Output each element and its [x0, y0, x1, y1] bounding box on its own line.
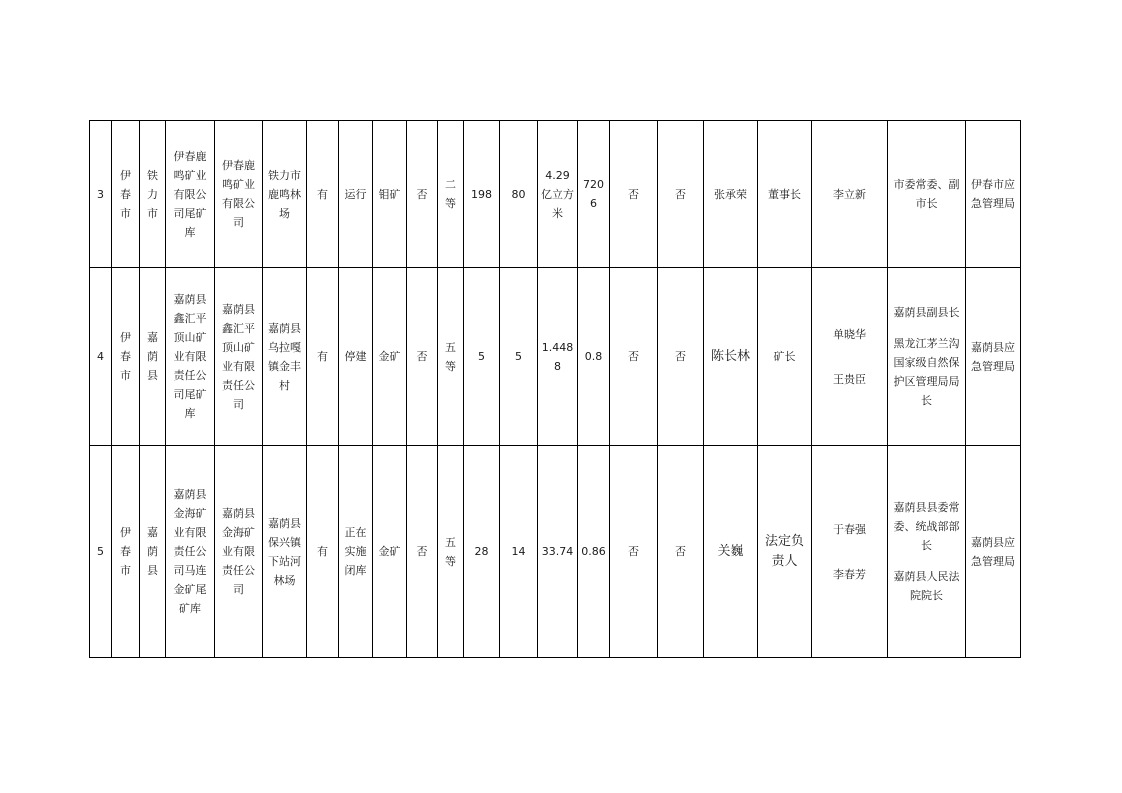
enterprise-cell: 嘉荫县鑫汇平顶山矿业有限责任公司 [215, 268, 263, 446]
capacity-cell: 4.29亿立方米 [538, 121, 578, 268]
row-index: 5 [90, 446, 112, 658]
mineral-cell: 钼矿 [373, 121, 407, 268]
gov-leader-title: 嘉荫县县委常委、统战部部长 [893, 501, 960, 552]
facility-name-cell: 嘉荫县金海矿业有限责任公司马连金矿尾矿库 [166, 446, 215, 658]
stored-cell: 0.8 [578, 268, 610, 446]
license-cell: 有 [307, 268, 339, 446]
gov-leader-title: 嘉荫县副县长 [893, 306, 960, 319]
location-cell: 铁力市鹿鸣林场 [263, 121, 307, 268]
gov-leader-cell [812, 121, 888, 268]
authority-cell: 嘉荫县应急管理局 [966, 268, 1021, 446]
status-cell: 停建 [339, 268, 373, 446]
license-cell: 有 [307, 121, 339, 268]
row-index: 4 [90, 268, 112, 446]
flag-b-cell: 否 [658, 268, 704, 446]
gov-leader-title: 嘉荫县人民法院院长 [893, 570, 960, 602]
gov-leader-name: 王贵臣 [833, 372, 866, 386]
stored-cell: 0.86 [578, 446, 610, 658]
owner-title-cell: 董事长 [758, 121, 812, 268]
design-height-cell: 14 [500, 446, 538, 658]
gov-leader-title: 市委常委、副市长 [893, 178, 960, 210]
flag-b-cell: 否 [658, 121, 704, 268]
facility-name-cell: 嘉荫县鑫汇平顶山矿业有限责任公司尾矿库 [166, 268, 215, 446]
grade-cell: 二等 [438, 121, 464, 268]
owner-name-cell: 关巍 [704, 446, 758, 658]
mineral-cell: 金矿 [373, 446, 407, 658]
gov-leader-name: 李春芳 [833, 567, 866, 581]
owner-name-cell: 张承荣 [704, 121, 758, 268]
county-cell: 嘉荫县 [140, 446, 166, 658]
dam-height-cell: 198 [464, 121, 500, 268]
flag-a-cell: 否 [610, 268, 658, 446]
table-row [90, 268, 1021, 446]
license-cell: 有 [307, 446, 339, 658]
gov-leader-title: 黑龙江茅兰沟国家级自然保护区管理局局长 [893, 337, 960, 407]
gov-leader-name: 单晓华 [833, 327, 866, 341]
gov-leader-cell [812, 268, 888, 446]
table-row [90, 446, 1021, 658]
design-height-cell: 80 [500, 121, 538, 268]
authority-cell: 伊春市应急管理局 [966, 121, 1021, 268]
county-cell: 嘉荫县 [140, 268, 166, 446]
mineral-cell: 金矿 [373, 268, 407, 446]
flag-a-cell: 否 [610, 446, 658, 658]
status-cell: 运行 [339, 121, 373, 268]
design-height-cell: 5 [500, 268, 538, 446]
head-flag-cell: 否 [407, 121, 438, 268]
grade-cell: 五等 [438, 446, 464, 658]
capacity-cell: 33.74 [538, 446, 578, 658]
head-flag-cell: 否 [407, 268, 438, 446]
gov-title-cell [888, 446, 966, 658]
enterprise-cell: 伊春鹿鸣矿业有限公司 [215, 121, 263, 268]
owner-name-cell: 陈长林 [704, 268, 758, 446]
dam-height-cell: 5 [464, 268, 500, 446]
register-table [89, 120, 1021, 658]
tailings-pond-register [89, 120, 1016, 658]
county-cell: 铁力市 [140, 121, 166, 268]
gov-leader-name: 李立新 [833, 187, 866, 201]
capacity-cell: 1.4488 [538, 268, 578, 446]
enterprise-cell: 嘉荫县金海矿业有限责任公司 [215, 446, 263, 658]
flag-a-cell: 否 [610, 121, 658, 268]
facility-name-cell: 伊春鹿鸣矿业有限公司尾矿库 [166, 121, 215, 268]
flag-b-cell: 否 [658, 446, 704, 658]
location-cell: 嘉荫县乌拉嘎镇金丰村 [263, 268, 307, 446]
grade-cell: 五等 [438, 268, 464, 446]
authority-cell: 嘉荫县应急管理局 [966, 446, 1021, 658]
owner-title-cell: 矿长 [758, 268, 812, 446]
head-flag-cell: 否 [407, 446, 438, 658]
stored-cell: 7206 [578, 121, 610, 268]
owner-title-cell: 法定负责人 [758, 446, 812, 658]
gov-title-cell [888, 121, 966, 268]
dam-height-cell: 28 [464, 446, 500, 658]
location-cell: 嘉荫县保兴镇下站河林场 [263, 446, 307, 658]
city-cell: 伊春市 [112, 121, 140, 268]
city-cell: 伊春市 [112, 446, 140, 658]
gov-leader-cell [812, 446, 888, 658]
gov-leader-name: 于春强 [833, 522, 866, 536]
row-index: 3 [90, 121, 112, 268]
table-row [90, 121, 1021, 268]
gov-title-cell [888, 268, 966, 446]
city-cell: 伊春市 [112, 268, 140, 446]
status-cell: 正在实施闭库 [339, 446, 373, 658]
